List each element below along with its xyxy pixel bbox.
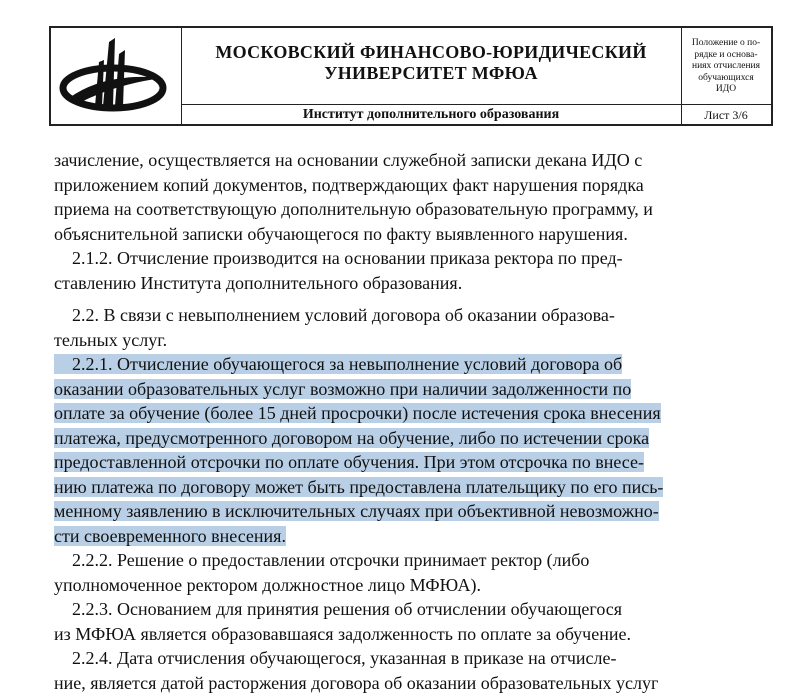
text-line: 2.2.4. Дата отчисления обучающегося, указанная в приказе на отчисле-: [54, 648, 617, 668]
text-line: приема на соответствующую дополнительную образовательную программу, и: [54, 199, 653, 219]
text-line: уполномоченное ректором должностное лицо МФЮА).: [54, 574, 481, 595]
text-line: зачисление, осуществляется на основании служебной записки декана ИДО с: [54, 150, 643, 170]
highlighted-text-line: оказании образовательных услуг возможно при наличии задолженности по: [54, 378, 632, 399]
university-logo-icon: [55, 32, 175, 120]
highlighted-text-line: 2.2.1. Отчисление обучающегося за невыполнение условий договора об: [54, 354, 623, 374]
document-body: [54, 148, 774, 695]
document-title-line: рядке и основа-: [694, 49, 758, 60]
paragraph-2-2-1-highlighted: [54, 352, 774, 548]
institute-name: Институт дополнительного образования: [181, 104, 681, 125]
text-line: 2.1.2. Отчисление производится на основании приказа ректора по пред-: [54, 248, 623, 268]
highlighted-text-line: оплате за обучение (более 15 дней просрочки) после истечения срока внесения: [54, 403, 661, 423]
paragraph-2-2: [54, 303, 774, 352]
document-title: [681, 38, 771, 96]
highlighted-text-line: нию платежа по договору может быть предоставлена плательщику по его пись-: [54, 476, 664, 497]
highlighted-text-line: менному заявлению в исключительных случаях при объективной невозможно-: [54, 501, 659, 521]
paragraph-continuation: [54, 148, 774, 246]
text-line: из МФЮА является образовавшаяся задолженность по оплате за обучение.: [54, 623, 631, 644]
university-name: [181, 42, 681, 84]
highlighted-text-line: сти своевременного внесения.: [54, 525, 286, 546]
paragraph-2-1-2: [54, 246, 774, 295]
university-name-line2: УНИВЕРСИТЕТ МФЮА: [324, 63, 538, 83]
text-line: 2.2.3. Основанием для принятия решения об отчислении обучающегося: [54, 599, 623, 619]
paragraph-2-2-3: [54, 597, 774, 646]
document-info-cell: [681, 28, 771, 124]
text-line: ставлению Института дополнительного образования.: [54, 272, 463, 293]
text-line: 2.2. В связи с невыполнением условий договора об оказании образова-: [54, 305, 615, 325]
highlighted-text-line: предоставленной отсрочки по оплате обучения. При этом отсрочка по внесе-: [54, 452, 644, 472]
text-line: 2.2.2. Решение о предоставлении отсрочки принимает ректор (либо: [54, 550, 590, 570]
university-name-line1: МОСКОВСКИЙ ФИНАНСОВО-ЮРИДИЧЕСКИЙ: [215, 42, 647, 62]
document-title-line: ИДО: [715, 84, 737, 94]
title-cell: [181, 28, 682, 124]
document-title-line: обучающихся: [698, 72, 754, 83]
document-header: [49, 26, 773, 126]
document-title-line: ниях отчисления: [691, 61, 760, 71]
text-line: ние, является датой расторжения договора об оказании образовательных услуг: [54, 672, 659, 693]
sheet-number: Лист 3/6: [681, 104, 771, 125]
text-line: объяснительной записки обучающегося по факту выявленного нарушения.: [54, 223, 628, 244]
paragraph-2-2-2: [54, 548, 774, 597]
paragraph-2-2-4: [54, 646, 774, 695]
document-title-line: Положение о по-: [691, 38, 761, 48]
logo-cell: [51, 28, 182, 124]
highlighted-text-line: платежа, предусмотренного договором на обучение, либо по истечении срока: [54, 427, 650, 448]
text-line: тельных услуг.: [54, 329, 168, 350]
text-line: приложением копий документов, подтверждающих факт нарушения порядка: [54, 174, 644, 195]
